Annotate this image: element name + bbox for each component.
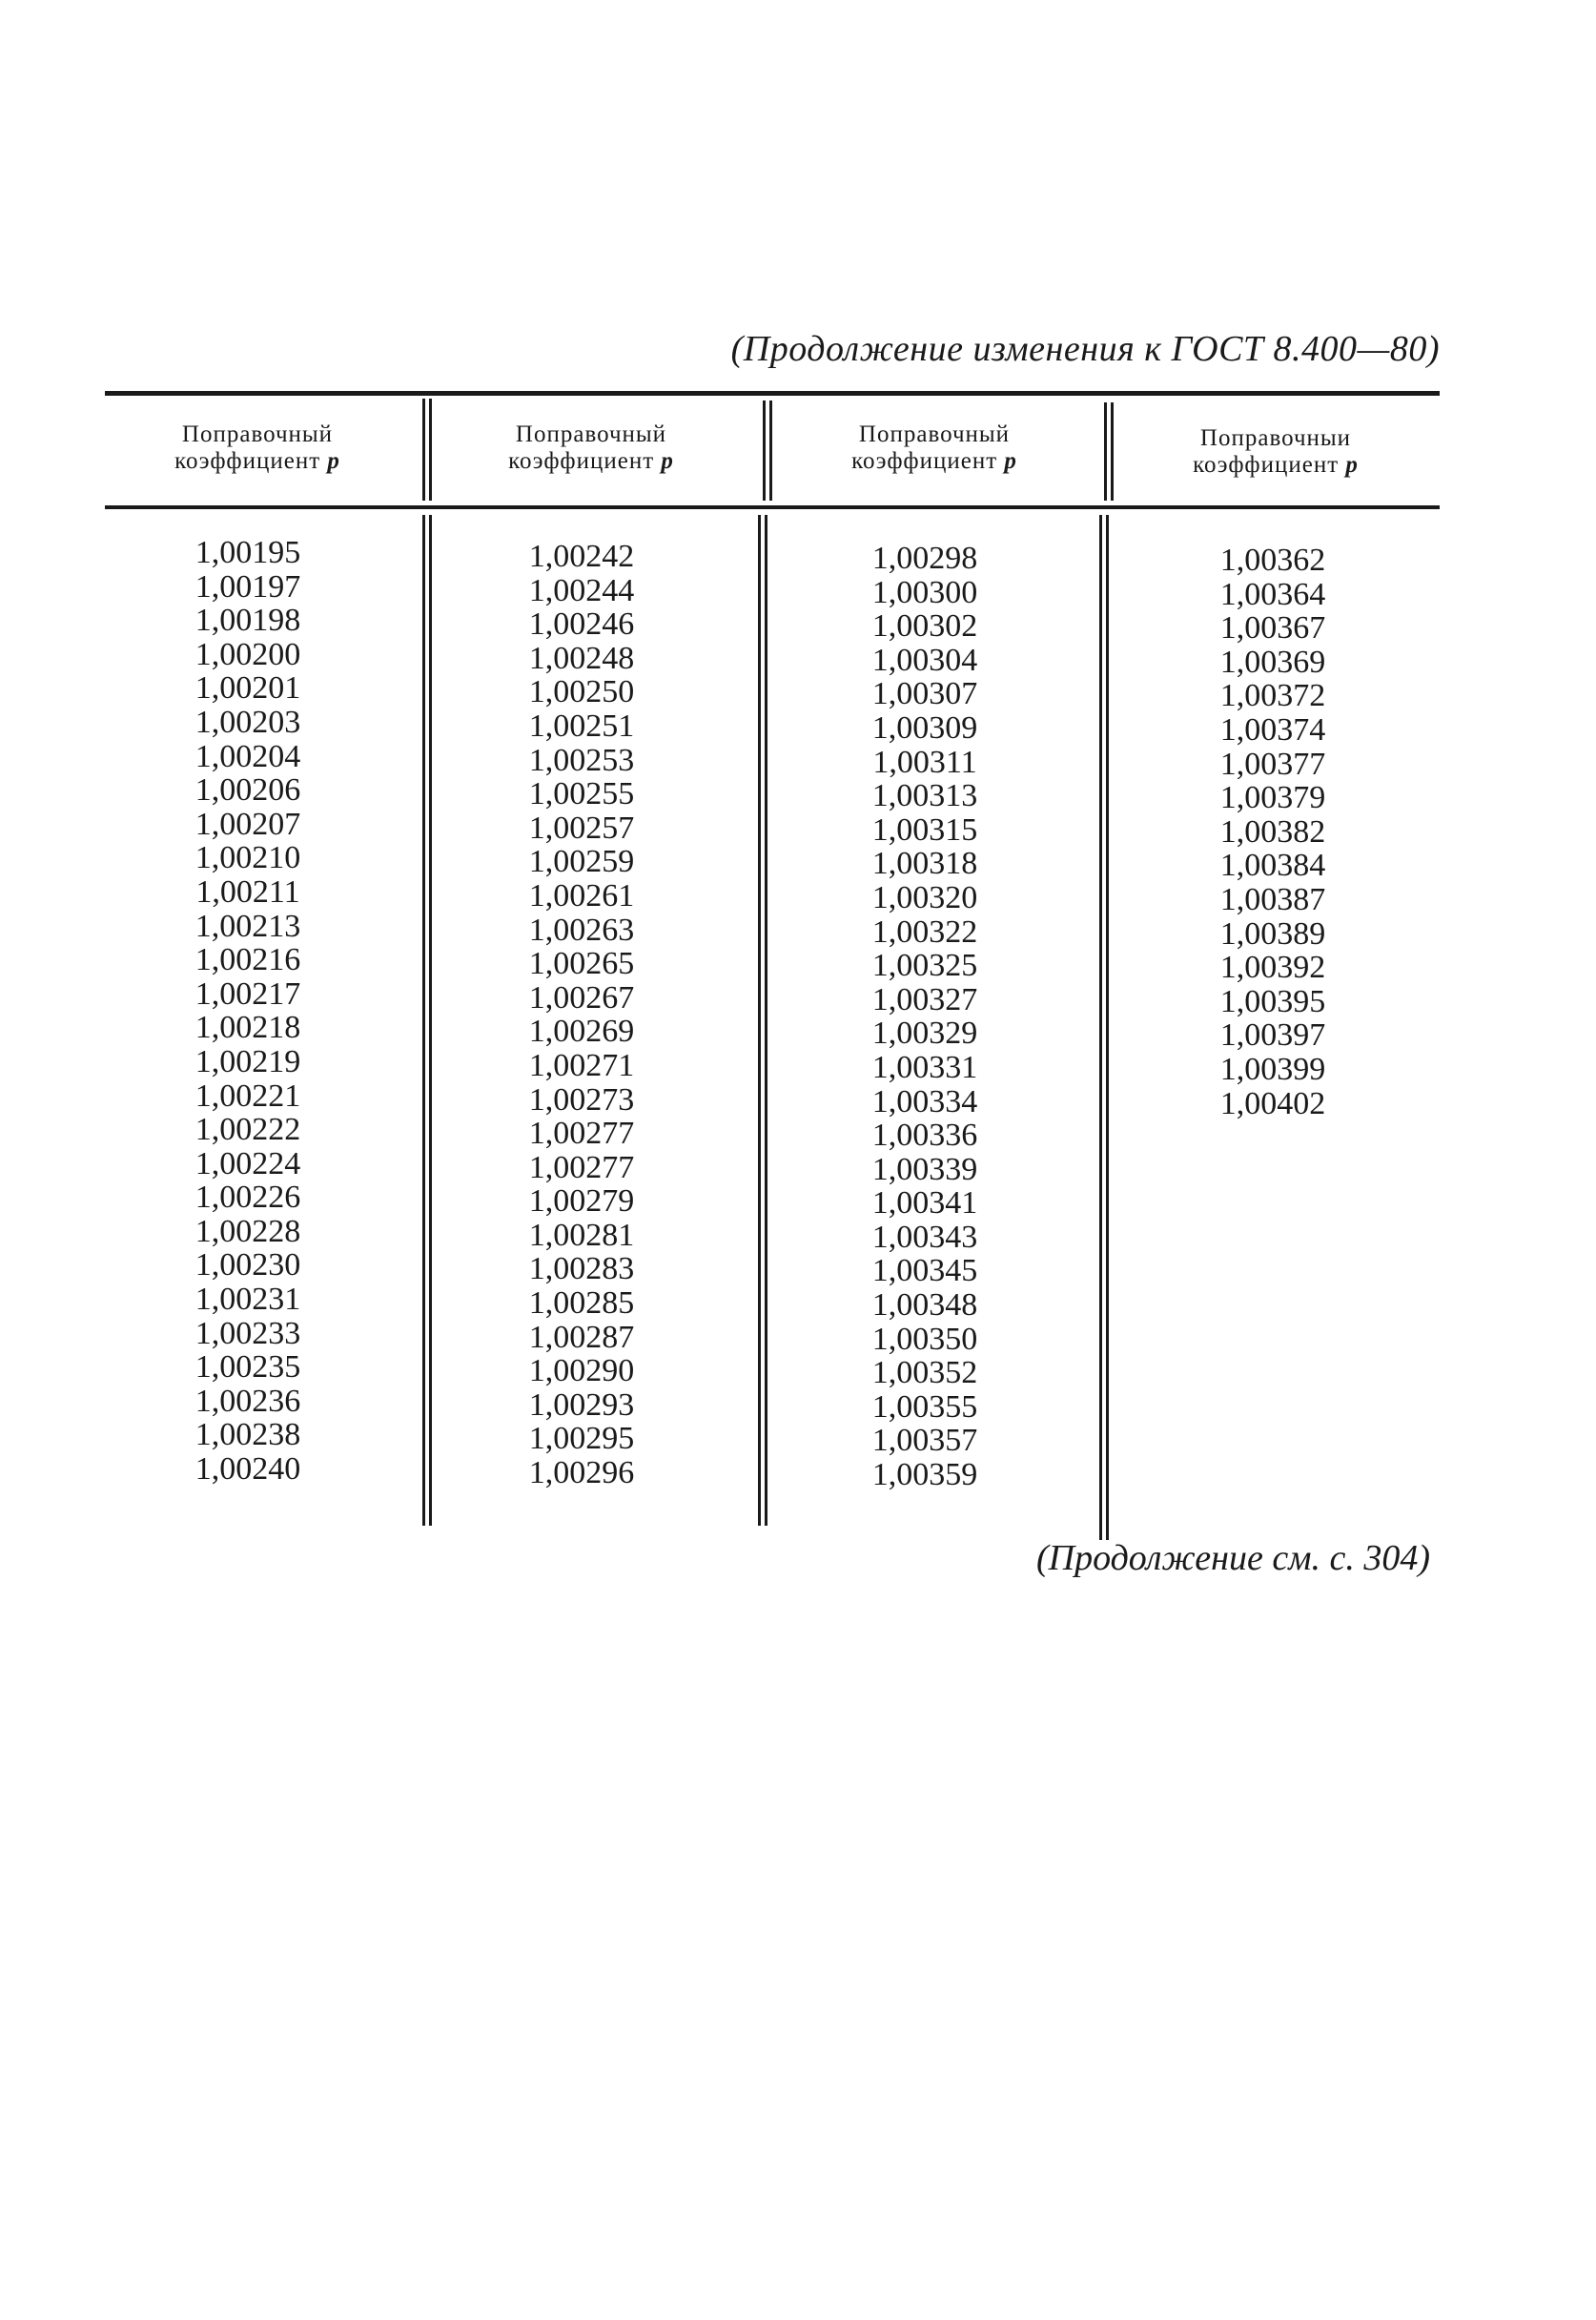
- table-cell-value: 1,00309: [871, 709, 978, 746]
- table-cell-value: 1,00277: [528, 1116, 635, 1152]
- table-cell-value: 1,00318: [871, 846, 978, 882]
- table-cell-value: 1,00298: [871, 541, 978, 576]
- column-header-2-line2: коэффициент: [508, 448, 655, 474]
- table-cell-value: 1,00352: [871, 1355, 978, 1391]
- table-cell-value: 1,00230: [194, 1247, 301, 1283]
- table-cell-value: 1,00304: [871, 642, 978, 678]
- column-header-4-line2: коэффициент: [1193, 452, 1340, 478]
- column-header-1-line2: коэффициент: [174, 448, 321, 474]
- table-cell-value: 1,00203: [194, 704, 301, 740]
- column-header-3-symbol: p: [1004, 448, 1017, 474]
- column-values-1: [91, 536, 405, 1487]
- table-cell-value: 1,00293: [528, 1386, 635, 1423]
- table-cell-value: 1,00255: [528, 776, 635, 812]
- column-separator-2a: [763, 400, 766, 501]
- table-cell-value: 1,00402: [1219, 1085, 1326, 1121]
- table-cell-value: 1,00329: [871, 1016, 978, 1052]
- table-cell-value: 1,00387: [1219, 881, 1326, 917]
- table-cell-value: 1,00273: [528, 1081, 635, 1118]
- column-header-2: [434, 421, 748, 475]
- table-cell-value: 1,00195: [194, 535, 301, 570]
- table-cell-value: 1,00307: [871, 676, 978, 712]
- column-values-2: [424, 540, 739, 1490]
- table-cell-value: 1,00224: [194, 1145, 301, 1181]
- column-values-3: [767, 542, 1082, 1492]
- column-separator-1b: [429, 399, 432, 501]
- table-cell-value: 1,00281: [528, 1217, 635, 1253]
- table-cell-value: 1,00313: [871, 778, 978, 814]
- table-cell-value: 1,00219: [194, 1043, 301, 1079]
- table-cell-value: 1,00367: [1219, 610, 1326, 647]
- table-cell-value: 1,00285: [528, 1285, 635, 1322]
- column-header-2-symbol: p: [661, 448, 674, 474]
- column-values-4: [1115, 544, 1430, 1120]
- table-cell-value: 1,00261: [528, 877, 635, 914]
- table-cell-value: 1,00265: [528, 946, 635, 982]
- table-cell-value: 1,00311: [872, 744, 977, 780]
- table-cell-value: 1,00392: [1219, 950, 1326, 986]
- page-footer-continuation: (Продолжение см. с. 304): [1035, 1538, 1430, 1578]
- table-cell-value: 1,00320: [871, 879, 978, 915]
- table-cell-value: 1,00222: [194, 1112, 301, 1148]
- table-cell-value: 1,00345: [871, 1253, 978, 1289]
- table-cell-value: 1,00200: [194, 636, 301, 672]
- table-cell-value: 1,00359: [871, 1457, 978, 1493]
- table-cell-value: 1,00290: [528, 1353, 635, 1389]
- table-cell-value: 1,00336: [871, 1118, 978, 1154]
- table-cell-value: 1,00231: [194, 1282, 301, 1318]
- table-cell-value: 1,00238: [194, 1417, 301, 1453]
- table-cell-value: 1,00201: [194, 670, 301, 707]
- table-cell-value: 1,00244: [528, 572, 635, 608]
- column-header-3-line1: Поправочный: [858, 421, 1011, 447]
- column-separator-2b: [769, 400, 772, 501]
- table-cell-value: 1,00389: [1219, 915, 1326, 952]
- table-cell-value: 1,00334: [871, 1083, 978, 1119]
- column-separator-3c: [1099, 515, 1102, 1540]
- table-cell-value: 1,00267: [528, 979, 635, 1016]
- table-cell-value: 1,00277: [528, 1149, 635, 1185]
- column-header-2-line1: Поправочный: [515, 421, 667, 447]
- column-separator-1a: [422, 399, 425, 501]
- table-cell-value: 1,00300: [871, 574, 978, 610]
- table-cell-value: 1,00369: [1219, 644, 1326, 680]
- table-cell-value: 1,00251: [528, 708, 635, 744]
- table-cell-value: 1,00259: [528, 844, 635, 880]
- table-cell-value: 1,00211: [195, 873, 300, 910]
- column-header-1: [100, 421, 415, 475]
- table-cell-value: 1,00283: [528, 1251, 635, 1287]
- table-cell-value: 1,00253: [528, 742, 635, 778]
- column-header-3-line2: коэффициент: [851, 448, 998, 474]
- table-cell-value: 1,00269: [528, 1014, 635, 1050]
- column-header-1-line1: Поправочный: [181, 421, 334, 447]
- table-cell-value: 1,00339: [871, 1151, 978, 1187]
- table-cell-value: 1,00263: [528, 912, 635, 948]
- table-cell-value: 1,00377: [1219, 746, 1326, 782]
- table-cell-value: 1,00322: [871, 914, 978, 950]
- table-cell-value: 1,00216: [194, 942, 301, 978]
- table-cell-value: 1,00348: [871, 1287, 978, 1324]
- table-cell-value: 1,00397: [1219, 1017, 1326, 1054]
- table-cell-value: 1,00233: [194, 1315, 301, 1351]
- table-cell-value: 1,00395: [1219, 983, 1326, 1019]
- page-header-continuation: (Продолжение изменения к ГОСТ 8.400—80): [730, 329, 1440, 369]
- table-cell-value: 1,00246: [528, 606, 635, 643]
- table-cell-value: 1,00343: [871, 1219, 978, 1255]
- table-cell-value: 1,00357: [871, 1423, 978, 1459]
- table-cell-value: 1,00374: [1219, 711, 1326, 748]
- table-cell-value: 1,00228: [194, 1213, 301, 1249]
- table-cell-value: 1,00271: [528, 1047, 635, 1083]
- table-cell-value: 1,00295: [528, 1421, 635, 1457]
- table-cell-value: 1,00240: [194, 1451, 301, 1488]
- column-separator-3a: [1104, 402, 1107, 501]
- table-cell-value: 1,00235: [194, 1349, 301, 1386]
- table-cell-value: 1,00236: [194, 1383, 301, 1419]
- table-cell-value: 1,00226: [194, 1180, 301, 1216]
- table-cell-value: 1,00362: [1219, 543, 1326, 578]
- table-cell-value: 1,00257: [528, 810, 635, 846]
- table-cell-value: 1,00242: [528, 539, 635, 574]
- table-cell-value: 1,00287: [528, 1319, 635, 1355]
- column-separator-2c: [758, 515, 761, 1526]
- table-cell-value: 1,00213: [194, 908, 301, 944]
- table-cell-value: 1,00350: [871, 1321, 978, 1357]
- table-cell-value: 1,00197: [194, 568, 301, 605]
- table-cell-value: 1,00399: [1219, 1051, 1326, 1087]
- column-separator-3b: [1111, 402, 1114, 501]
- table-cell-value: 1,00341: [871, 1185, 978, 1222]
- table-cell-value: 1,00384: [1219, 848, 1326, 884]
- table-cell-value: 1,00327: [871, 981, 978, 1017]
- table-cell-value: 1,00206: [194, 772, 301, 809]
- table-cell-value: 1,00296: [528, 1455, 635, 1491]
- table-cell-value: 1,00221: [194, 1078, 301, 1114]
- table-cell-value: 1,00302: [871, 608, 978, 645]
- table-top-rule: [105, 391, 1440, 396]
- table-header-rule: [105, 505, 1440, 509]
- table-cell-value: 1,00325: [871, 948, 978, 984]
- table-cell-value: 1,00379: [1219, 780, 1326, 816]
- table-cell-value: 1,00382: [1219, 813, 1326, 850]
- table-cell-value: 1,00248: [528, 640, 635, 676]
- table-cell-value: 1,00210: [194, 840, 301, 876]
- table-cell-value: 1,00204: [194, 738, 301, 774]
- table-cell-value: 1,00217: [194, 975, 301, 1012]
- table-cell-value: 1,00279: [528, 1183, 635, 1220]
- table-cell-value: 1,00315: [871, 811, 978, 848]
- table-cell-value: 1,00207: [194, 806, 301, 842]
- column-header-4-symbol: p: [1345, 452, 1359, 478]
- table-cell-value: 1,00250: [528, 674, 635, 710]
- table-cell-value: 1,00218: [194, 1010, 301, 1046]
- table-cell-value: 1,00372: [1219, 678, 1326, 714]
- table-cell-value: 1,00198: [194, 603, 301, 639]
- table-cell-value: 1,00364: [1219, 576, 1326, 612]
- column-header-4: [1118, 425, 1433, 479]
- column-header-1-symbol: p: [327, 448, 340, 474]
- table-cell-value: 1,00331: [871, 1049, 978, 1085]
- column-header-4-line1: Поправочныи: [1199, 425, 1352, 451]
- column-header-3: [777, 421, 1092, 475]
- table-cell-value: 1,00355: [871, 1388, 978, 1425]
- column-separator-3d: [1106, 515, 1109, 1540]
